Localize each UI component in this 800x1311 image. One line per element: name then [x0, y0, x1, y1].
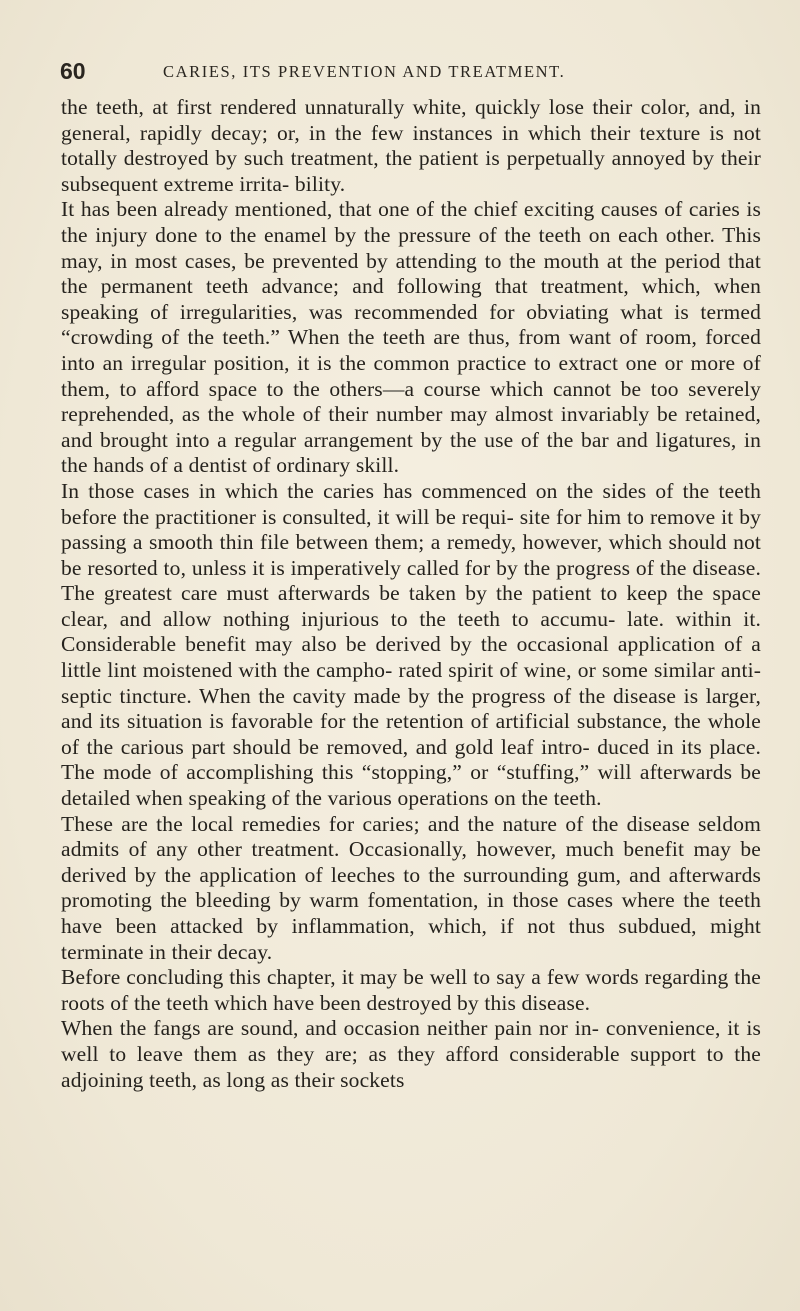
- paragraph-chapter-conclusion: Before concluding this chapter, it may be well to say a few words regarding the roots of the teeth which have been destroyed by this disease.: [61, 965, 761, 1015]
- body-text: [61, 95, 761, 1093]
- paragraph-file-treatment: In those cases in which the caries has commenced on the sides of the teeth before the practitioner is consulted, it will be requi- site for him to remove it by passing a smooth thin file between them; a remedy, however, which should not be resorted to, unless it is imperatively called for by the progress of the disease. The greatest care must afterwards be taken by the patient to keep the space clear, and allow nothing injurious to the teeth to accumu- late. within it. Considerable benefit may also be derived by the occasional application of a little lint moistened with the campho- rated spirit of wine, or some similar anti-septic tincture. When the cavity made by the progress of the disease is larger, and its situation is favorable for the retention of artificial substance, the whole of the carious part should be removed, and gold leaf intro- duced in its place. The mode of accomplishing this “stopping,” or “stuffing,” will afterwards be detailed when speaking of the various operations on the teeth.: [61, 478, 761, 811]
- paragraph-local-remedies: These are the local remedies for caries; and the nature of the disease seldom admits of any other treatment. Occasionally, however, much benefit may be derived by the application of leeches to the surrounding gum, and afterwards promoting the bleeding by warm fomentation, in those cases where the teeth have been attacked by inflammation, which, if not thus subdued, might terminate in their decay.: [61, 811, 761, 964]
- running-title: CARIES, ITS PREVENTION AND TREATMENT.: [163, 62, 566, 81]
- page-header: [60, 58, 760, 88]
- paragraph-fangs: When the fangs are sound, and occasion neither pain nor in- convenience, it is well to leave them as they are; as they afford considerable support to the adjoining teeth, as long as their sockets: [61, 1016, 761, 1092]
- paragraph-crowding: It has been already mentioned, that one of the chief exciting causes of caries is the injury done to the enamel by the pressure of the teeth on each other. This may, in most cases, be prevented by attending to the mouth at the period that the permanent teeth advance; and following that treatment, which, when speaking of irregularities, was recommended for obviating what is termed “crowding of the teeth.” When the teeth are thus, from want of room, forced into an irregular position, it is the common practice to extract one or more of them, to afford space to the others—a course which cannot be too severely reprehended, as the whole of their number may almost invariably be retained, and brought into a regular arrangement by the use of the bar and ligatures, in the hands of a dentist of ordinary skill.: [61, 197, 761, 478]
- paragraph-continuation: the teeth, at first rendered unnaturally white, quickly lose their color, and, in general, rapidly decay; or, in the few instances in which their texture is not totally destroyed by such treatment, the patient is perpetually annoyed by their subsequent extreme irrita- bility.: [61, 95, 761, 196]
- page-number: 60: [60, 58, 86, 84]
